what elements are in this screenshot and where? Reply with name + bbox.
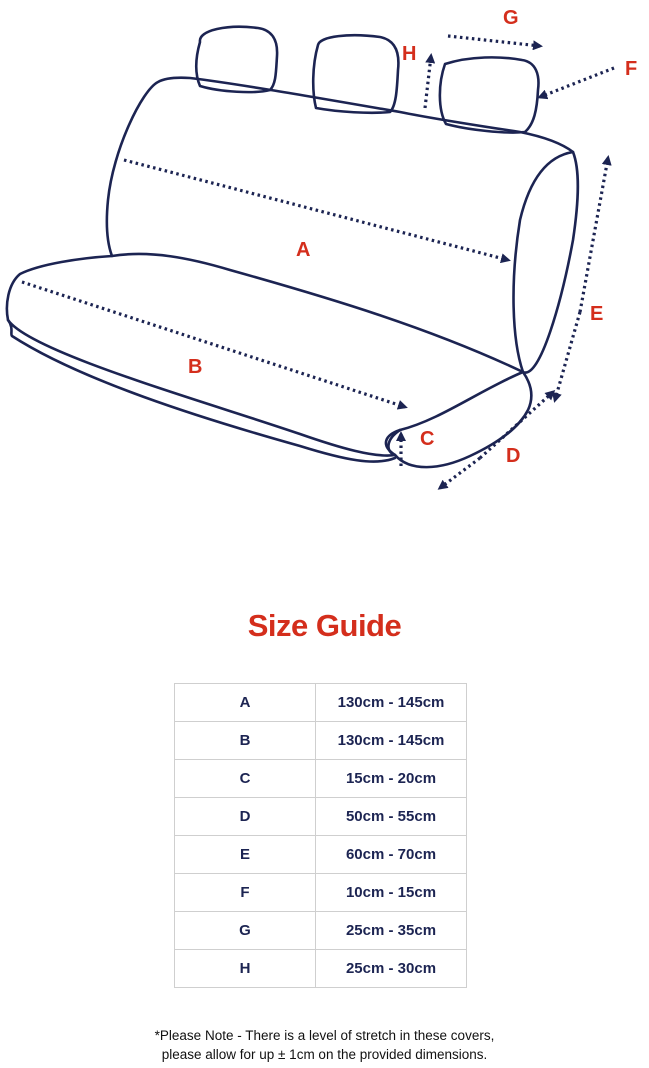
row-key: H	[175, 950, 316, 988]
arrow-d-bottom	[440, 458, 480, 488]
arrow-e-top	[580, 158, 608, 312]
size-guide-title: Size Guide	[247, 608, 402, 643]
table-row	[175, 950, 467, 988]
table-row	[175, 836, 467, 874]
row-value: 130cm - 145cm	[316, 722, 467, 760]
row-value: 50cm - 55cm	[316, 798, 467, 836]
row-key: F	[175, 874, 316, 912]
row-key: G	[175, 912, 316, 950]
row-value: 25cm - 30cm	[316, 950, 467, 988]
note-line-2: please allow for up ± 1cm on the provided dimensions.	[161, 1047, 488, 1062]
table-row	[175, 684, 467, 722]
arrow-e-bottom	[555, 312, 580, 400]
row-value: 15cm - 20cm	[316, 760, 467, 798]
stretch-note	[0, 1026, 649, 1064]
row-value: 60cm - 70cm	[316, 836, 467, 874]
label-a: A	[296, 239, 311, 261]
table-row	[175, 912, 467, 950]
label-h: H	[402, 43, 417, 65]
row-key: E	[175, 836, 316, 874]
label-c: C	[420, 428, 435, 450]
row-key: B	[175, 722, 316, 760]
label-e: E	[590, 303, 604, 325]
table-row	[175, 874, 467, 912]
arrow-a	[124, 160, 508, 260]
row-key: C	[175, 760, 316, 798]
table-row	[175, 722, 467, 760]
label-d: D	[506, 445, 521, 467]
arrow-h	[425, 56, 431, 108]
arrow-b	[22, 282, 405, 407]
row-key: A	[175, 684, 316, 722]
row-value: 10cm - 15cm	[316, 874, 467, 912]
label-f: F	[625, 58, 638, 80]
row-key: D	[175, 798, 316, 836]
arrow-g	[448, 36, 540, 46]
size-guide-table	[174, 683, 467, 988]
table-row	[175, 798, 467, 836]
headrest-left	[196, 27, 277, 92]
row-value: 25cm - 35cm	[316, 912, 467, 950]
table-row	[175, 760, 467, 798]
backrest	[107, 78, 578, 373]
seat-cushion	[7, 256, 523, 456]
arrow-f	[540, 68, 614, 97]
headrest-middle	[313, 35, 398, 113]
label-b: B	[188, 356, 203, 378]
row-value: 130cm - 145cm	[316, 684, 467, 722]
label-g: G	[503, 7, 519, 29]
note-line-1: *Please Note - There is a level of stretch in these covers,	[154, 1028, 495, 1043]
